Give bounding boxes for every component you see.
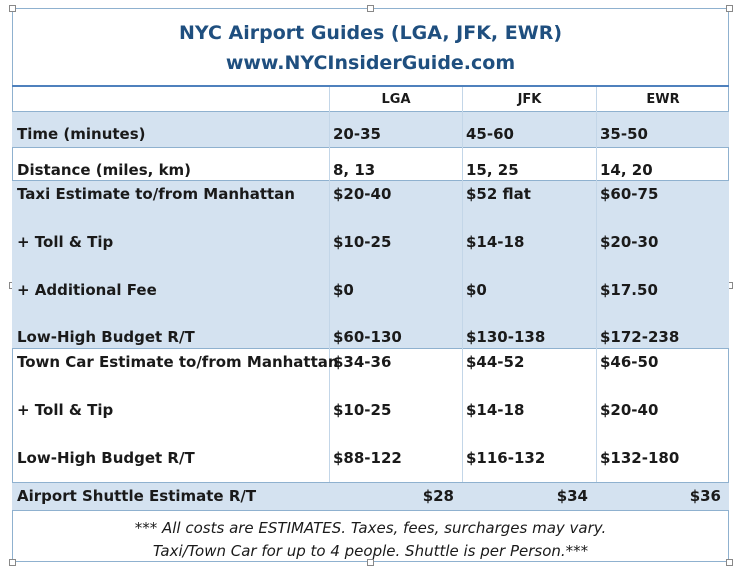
cell-lga: $10-25 (333, 233, 392, 251)
cell-lga: $20-40 (333, 185, 392, 203)
row-divider (12, 482, 729, 483)
cell-ewr: $172-238 (600, 328, 680, 346)
cell-jfk: $14-18 (466, 233, 525, 251)
shuttle-lga: $28 (422, 487, 454, 505)
row-label: + Toll & Tip (17, 233, 114, 251)
column-header-lga: LGA (381, 92, 411, 107)
cell-jfk: 45-60 (466, 125, 514, 143)
cell-ewr: $60-75 (600, 185, 659, 203)
resize-handle-top-left[interactable] (9, 5, 16, 12)
shuttle-label: Airport Shuttle Estimate R/T (17, 487, 257, 505)
cell-ewr: $20-40 (600, 401, 659, 419)
cell-ewr: $20-30 (600, 233, 659, 251)
row-label: Low-High Budget R/T (17, 449, 195, 467)
cell-jfk: $116-132 (466, 449, 546, 467)
row-label: + Additional Fee (17, 281, 157, 299)
cell-lga: $88-122 (333, 449, 402, 467)
cell-jfk: $44-52 (466, 353, 525, 371)
cell-lga: 8, 13 (333, 161, 376, 179)
row-label: Town Car Estimate to/from Manhattan (17, 353, 339, 371)
row-label: Time (minutes) (17, 125, 146, 143)
row-divider (12, 111, 729, 112)
row-divider (12, 510, 729, 511)
column-header-jfk: JFK (517, 92, 542, 107)
footnote-line-1: *** All costs are ESTIMATES. Taxes, fees, surcharges may vary. (134, 519, 607, 537)
cell-lga: $0 (333, 281, 354, 299)
cell-jfk: $52 flat (466, 185, 531, 203)
cell-jfk: 15, 25 (466, 161, 519, 179)
row-divider (12, 348, 729, 349)
cell-jfk: $14-18 (466, 401, 525, 419)
row-label: + Toll & Tip (17, 401, 114, 419)
row-label: Distance (miles, km) (17, 161, 192, 179)
shuttle-jfk: $34 (556, 487, 588, 505)
cell-ewr: $46-50 (600, 353, 659, 371)
row-divider (12, 147, 729, 148)
cell-lga: $10-25 (333, 401, 392, 419)
cell-ewr: 35-50 (600, 125, 648, 143)
title-divider (12, 85, 729, 87)
cell-lga: $34-36 (333, 353, 392, 371)
row-band-taxi (12, 180, 729, 348)
cell-jfk: $0 (466, 281, 487, 299)
title-block (12, 18, 729, 78)
cell-ewr: $17.50 (600, 281, 658, 299)
shuttle-ewr: $36 (689, 487, 721, 505)
page-title: NYC Airport Guides (LGA, JFK, EWR) (178, 22, 563, 44)
resize-handle-top-right[interactable] (726, 5, 733, 12)
cell-jfk: $130-138 (466, 328, 546, 346)
column-header-ewr: EWR (646, 92, 680, 107)
column-divider (462, 87, 463, 482)
website-url: www.NYCInsiderGuide.com (225, 52, 516, 74)
cell-lga: $60-130 (333, 328, 402, 346)
row-divider (12, 180, 729, 181)
column-divider (596, 87, 597, 482)
row-label: Taxi Estimate to/from Manhattan (17, 185, 295, 203)
cell-ewr: 14, 20 (600, 161, 653, 179)
row-label: Low-High Budget R/T (17, 328, 195, 346)
footnote-line-2: Taxi/Town Car for up to 4 people. Shuttle is per Person.*** (152, 542, 589, 560)
cell-ewr: $132-180 (600, 449, 680, 467)
column-divider (329, 87, 330, 482)
resize-handle-top[interactable] (367, 5, 374, 12)
cell-lga: 20-35 (333, 125, 381, 143)
